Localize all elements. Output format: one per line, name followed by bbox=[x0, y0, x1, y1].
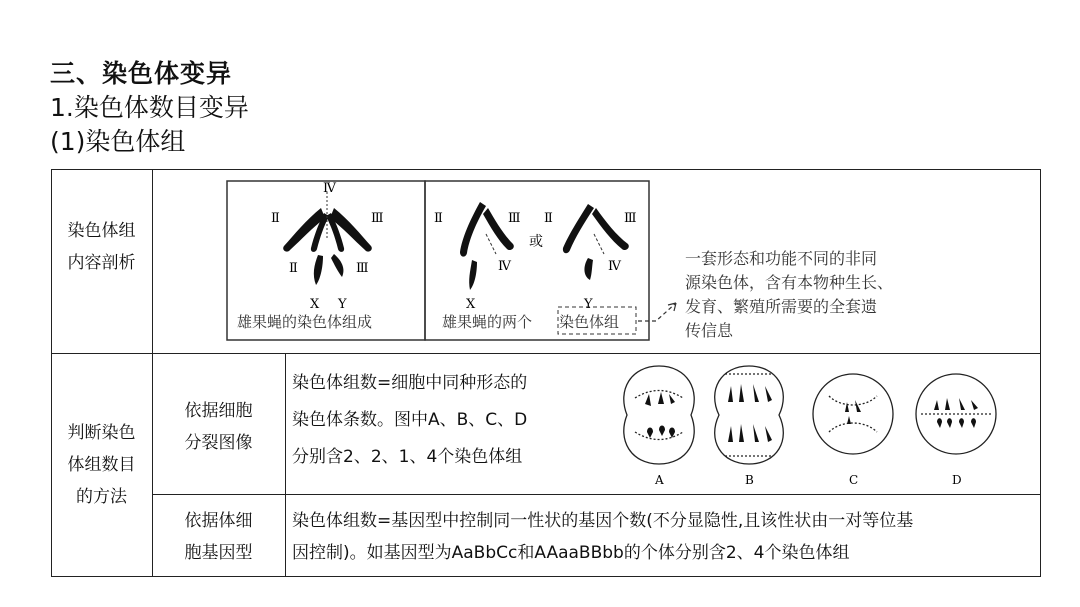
method2-description bbox=[292, 505, 1036, 569]
note-line-4: 传信息 bbox=[685, 321, 734, 340]
chromosome-set-definition-note bbox=[685, 247, 945, 343]
method1-line1: 依据细胞 bbox=[184, 401, 253, 421]
method2-desc-line1: 染色体组数=基因型中控制同一性状的基因个数(不分显隐性,且该性状由一对等位基 bbox=[292, 511, 914, 531]
cell-division-images bbox=[621, 360, 1021, 492]
right-figure-caption-boxed: 染色体组 bbox=[559, 313, 620, 331]
roman-iv-left: Ⅳ bbox=[323, 181, 336, 196]
note-line-1: 一套形态和功能不同的非同 bbox=[685, 249, 878, 268]
method2-label bbox=[152, 505, 285, 569]
sex-x-left: X bbox=[310, 297, 320, 312]
cell-label-b: B bbox=[745, 473, 754, 487]
cell-a bbox=[624, 366, 694, 464]
cell-label-d: D bbox=[952, 473, 962, 487]
pointer-arrow bbox=[636, 299, 686, 339]
note-line-3: 发育、繁殖所需要的全套遗 bbox=[685, 297, 878, 316]
left-figure-caption: 雄果蝇的染色体组成 bbox=[237, 313, 373, 331]
sex-y-right: Y bbox=[584, 297, 593, 312]
roman-iv-right-a: Ⅳ bbox=[498, 259, 511, 274]
method1-label bbox=[152, 395, 285, 459]
row2-label-line2: 体组数目 bbox=[67, 455, 136, 475]
or-label: 或 bbox=[529, 234, 543, 250]
cell-label-c: C bbox=[849, 473, 859, 487]
method1-line2: 分裂图像 bbox=[184, 433, 253, 453]
row1-label bbox=[51, 215, 152, 279]
method2-line1: 依据体细 bbox=[184, 511, 253, 531]
row2-label bbox=[51, 417, 152, 513]
section-title: 三、染色体变异 bbox=[50, 59, 233, 88]
row1-label-line2: 内容剖析 bbox=[67, 253, 136, 273]
cell-d bbox=[916, 374, 996, 454]
roman-iii-right-b: Ⅲ bbox=[624, 211, 637, 226]
roman-ii-right-a: Ⅱ bbox=[434, 211, 443, 226]
right-figure-caption-prefix: 雄果蝇的两个 bbox=[442, 313, 533, 331]
method2-desc-line2: 因控制)。如基因型为AaBbCc和AAaaBBbb的个体分别含2、4个染色体组 bbox=[292, 543, 850, 563]
chromosome-set-table bbox=[51, 169, 1041, 577]
method1-desc-line1: 染色体组数=细胞中同种形态的 bbox=[292, 373, 528, 393]
note-line-2: 源染色体，含有本物种生长、 bbox=[685, 273, 894, 292]
method1-desc-line3: 分别含2、2、1、4个染色体组 bbox=[292, 447, 523, 467]
right-chromosome-set-a bbox=[460, 202, 514, 290]
sub-subsection-title: (1)染色体组 bbox=[50, 127, 186, 156]
row2-label-line3: 的方法 bbox=[76, 487, 127, 507]
sex-y-left: Y bbox=[338, 297, 347, 312]
sex-x-right: X bbox=[466, 297, 476, 312]
row2-label-line1: 判断染色 bbox=[67, 423, 136, 443]
roman-iv-right-b: Ⅳ bbox=[608, 259, 621, 274]
roman-iii-left-bottom: Ⅲ bbox=[356, 261, 369, 276]
method2-line2: 胞基因型 bbox=[184, 543, 253, 563]
roman-ii-left-top: Ⅱ bbox=[271, 211, 280, 226]
method1-description bbox=[292, 365, 612, 476]
roman-ii-left-bottom: Ⅱ bbox=[289, 261, 298, 276]
roman-iii-right-a: Ⅲ bbox=[508, 211, 521, 226]
cell-label-a: A bbox=[655, 473, 664, 487]
cell-b bbox=[715, 366, 784, 464]
roman-ii-right-b: Ⅱ bbox=[544, 211, 553, 226]
roman-iii-left-top: Ⅲ bbox=[371, 211, 384, 226]
subsection-title: 1.染色体数目变异 bbox=[50, 93, 249, 122]
cell-c bbox=[813, 374, 893, 454]
row1-label-line1: 染色体组 bbox=[67, 221, 136, 241]
method1-desc-line2: 染色体条数。图中A、B、C、D bbox=[292, 410, 528, 430]
